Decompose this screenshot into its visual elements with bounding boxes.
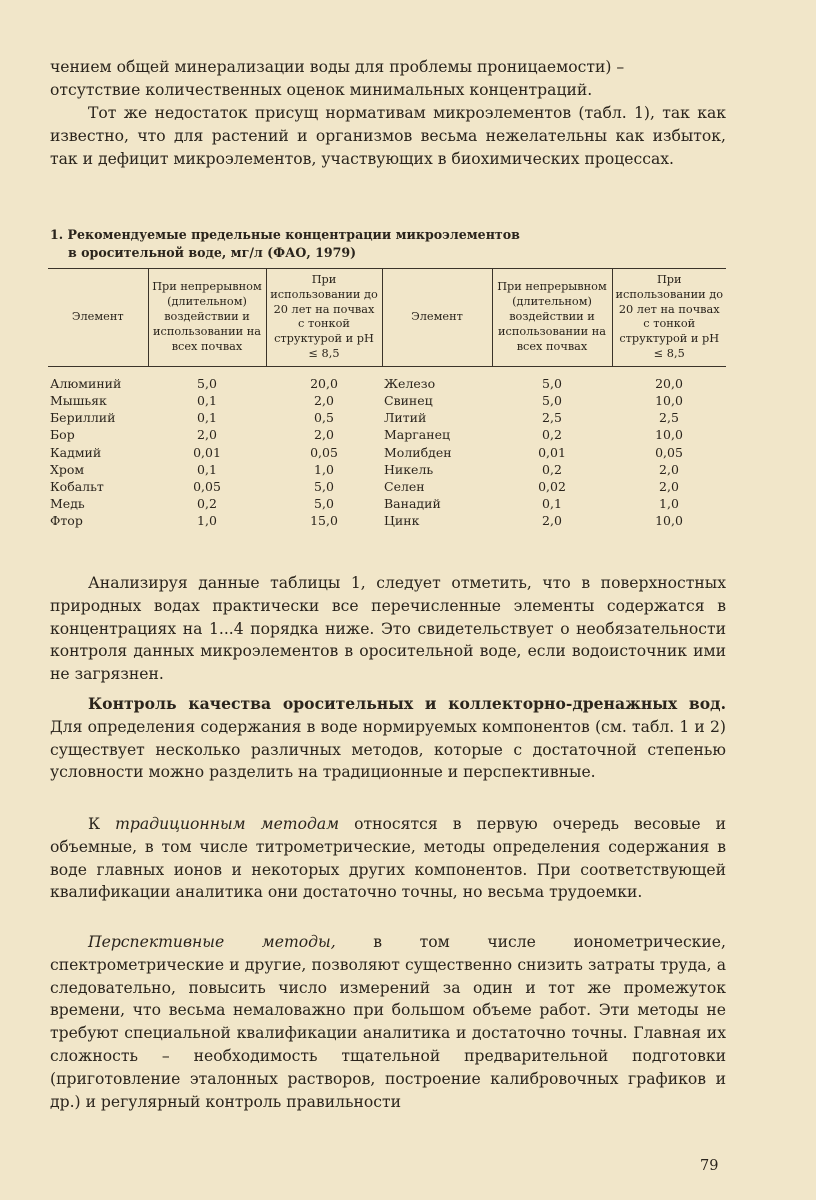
paragraph-quality-control xyxy=(50,693,726,784)
twenty-years-value: 0,05 xyxy=(655,444,683,460)
twenty-years-value: 0,5 xyxy=(314,410,334,426)
twenty-years-value: 10,0 xyxy=(655,513,683,529)
element-name: Марганец xyxy=(384,427,451,443)
table-caption xyxy=(50,226,520,262)
continuous-value: 2,0 xyxy=(542,513,562,529)
twenty-years-value: 10,0 xyxy=(655,392,683,408)
twenty-years-value: 5,0 xyxy=(314,479,334,494)
header-element-left: Элемент xyxy=(48,269,148,367)
element-name: Молибден xyxy=(384,444,452,460)
header-20-years-left: При использовании до 20 лет на почвах с тонкой структурой и pH ≤ 8,5 xyxy=(266,269,382,367)
table-row xyxy=(48,392,726,409)
table-caption-line-2: в оросительной воде, мг/л (ФАО, 1979) xyxy=(68,245,357,260)
continuous-value: 5,0 xyxy=(542,375,562,391)
intro-line-1: чением общей минерализации воды для проблемы проницаемости) – xyxy=(50,58,625,76)
element-name: Железо xyxy=(384,375,436,391)
continuous-value: 5,0 xyxy=(542,392,562,408)
table-row xyxy=(48,409,726,426)
element-name: Кадмий xyxy=(50,444,102,460)
continuous-value: 0,1 xyxy=(542,496,562,512)
element-name: Мышьяк xyxy=(50,392,107,408)
twenty-years-value: 20,0 xyxy=(310,375,338,391)
element-name: Бор xyxy=(50,427,75,443)
element-name: Кобальт xyxy=(50,479,104,494)
page-number: 79 xyxy=(700,1158,719,1174)
intro-line-2: отсутствие количественных оценок минимальных концентраций. xyxy=(50,80,593,99)
table-caption-line-1: 1. Рекомендуемые предельные концентрации микроэлементов xyxy=(50,227,520,242)
lead-word: К xyxy=(88,815,101,833)
continuous-value: 0,1 xyxy=(197,392,217,408)
element-name: Свинец xyxy=(384,392,433,408)
twenty-years-value: 0,05 xyxy=(310,444,338,460)
twenty-years-value: 2,0 xyxy=(659,461,679,477)
element-name: Литий xyxy=(384,410,427,426)
table-row xyxy=(48,478,726,495)
header-continuous-left: При непрерывном (длительном) воздействии и использовании на всех почвах xyxy=(148,269,266,367)
continuous-value: 5,0 xyxy=(197,375,217,391)
table-row xyxy=(48,495,726,512)
paragraph-microelements: Тот же недостаток присущ нормативам микроэлементов (табл. 1), так как известно, что для растений и организмов весьма нежелательны как избыток, так и дефицит микроэлементов, участвующих в биохимических процессах. xyxy=(50,104,726,168)
continuous-value: 0,2 xyxy=(197,496,217,512)
twenty-years-value: 10,0 xyxy=(655,427,683,443)
paragraph-analysis: Анализируя данные таблицы 1, следует отметить, что в поверхностных природных водах практически все перечисленные элементы содержатся в концентрациях на 1...4 порядка ниже. Это свидетельствует о необязательности контроля данных микроэлементов в оросительной воде, если водоисточник ими не загрязнен. xyxy=(50,574,726,684)
continuous-value: 0,01 xyxy=(538,444,566,460)
header-continuous-right: При непрерывном (длительном) воздействии и использовании на всех почвах xyxy=(492,269,612,367)
twenty-years-value: 1,0 xyxy=(659,496,679,512)
paragraph-traditional-methods xyxy=(50,813,726,904)
element-name: Селен xyxy=(384,479,425,494)
table-row xyxy=(48,512,726,529)
twenty-years-value: 1,0 xyxy=(314,461,334,477)
element-name: Фтор xyxy=(50,513,83,529)
intro-paragraph xyxy=(50,56,726,102)
twenty-years-value: 2,0 xyxy=(314,392,334,408)
element-name: Алюминий xyxy=(50,375,122,391)
element-name: Хром xyxy=(50,461,85,477)
table-row xyxy=(48,461,726,478)
twenty-years-value: 15,0 xyxy=(310,513,338,529)
continuous-value: 2,0 xyxy=(197,427,217,443)
microelements-table xyxy=(48,268,726,530)
element-name: Цинк xyxy=(384,513,420,529)
continuous-value: 0,1 xyxy=(197,461,217,477)
element-name: Медь xyxy=(50,496,85,512)
table-row xyxy=(48,426,726,443)
element-name: Никель xyxy=(384,461,434,477)
term-traditional-methods: традиционным методам xyxy=(115,815,340,833)
twenty-years-value: 20,0 xyxy=(655,375,683,391)
continuous-value: 0,2 xyxy=(542,427,562,443)
continuous-value: 0,01 xyxy=(193,444,221,460)
continuous-value: 1,0 xyxy=(197,513,217,529)
table-row xyxy=(48,444,726,461)
term-perspective-methods: Перспективные методы, xyxy=(88,933,336,951)
continuous-value: 0,05 xyxy=(193,479,221,494)
header-20-years-right: При использовании до 20 лет на почвах с тонкой структурой и pH ≤ 8,5 xyxy=(612,269,726,367)
section-heading: Контроль качества оросительных и коллекторно-дренажных вод. xyxy=(88,694,726,713)
table-row xyxy=(48,366,726,392)
continuous-value: 0,2 xyxy=(542,461,562,477)
twenty-years-value: 2,0 xyxy=(659,479,679,494)
table-header-row xyxy=(48,269,726,367)
continuous-value: 0,1 xyxy=(197,410,217,426)
continuous-value: 0,02 xyxy=(538,479,566,494)
twenty-years-value: 5,0 xyxy=(314,496,334,512)
element-name: Бериллий xyxy=(50,410,116,426)
paragraph-quality-control-text: Для определения содержания в воде нормируемых компонентов (см. табл. 1 и 2) существует несколько различных методов, которые с достаточной степенью условности можно разделить на традиционные и перспективные. xyxy=(50,717,726,782)
header-element-right: Элемент xyxy=(382,269,492,367)
paragraph-perspective-methods-text: в том числе ионометрические, спектрометрические и другие, позволяют существенно снизить затраты труда, а следовательно, повысить число измерений за один и тот же промежуток времени, что весьма немаловажно при большом объеме работ. Эти методы не требуют специальной квалификации аналитика и достаточно точны. Главная их сложность – необходимость тщательной предварительной подготовки (приготовление эталонных растворов, построение калибровочных графиков и др.) и регулярный контроль правильности xyxy=(50,933,726,1111)
paragraph-traditional-methods-text: относятся в первую очередь весовые и объемные, в том числе титрометрические, методы определения содержания в воде главных ионов и некоторых других компонентов. При соответствующей квалификации аналитика они достаточно точны, но весьма трудоемки. xyxy=(50,815,726,902)
twenty-years-value: 2,0 xyxy=(314,427,334,443)
element-name: Ванадий xyxy=(384,496,441,512)
paragraph-perspective-methods xyxy=(50,931,726,1113)
continuous-value: 2,5 xyxy=(542,410,562,426)
twenty-years-value: 2,5 xyxy=(659,410,679,426)
